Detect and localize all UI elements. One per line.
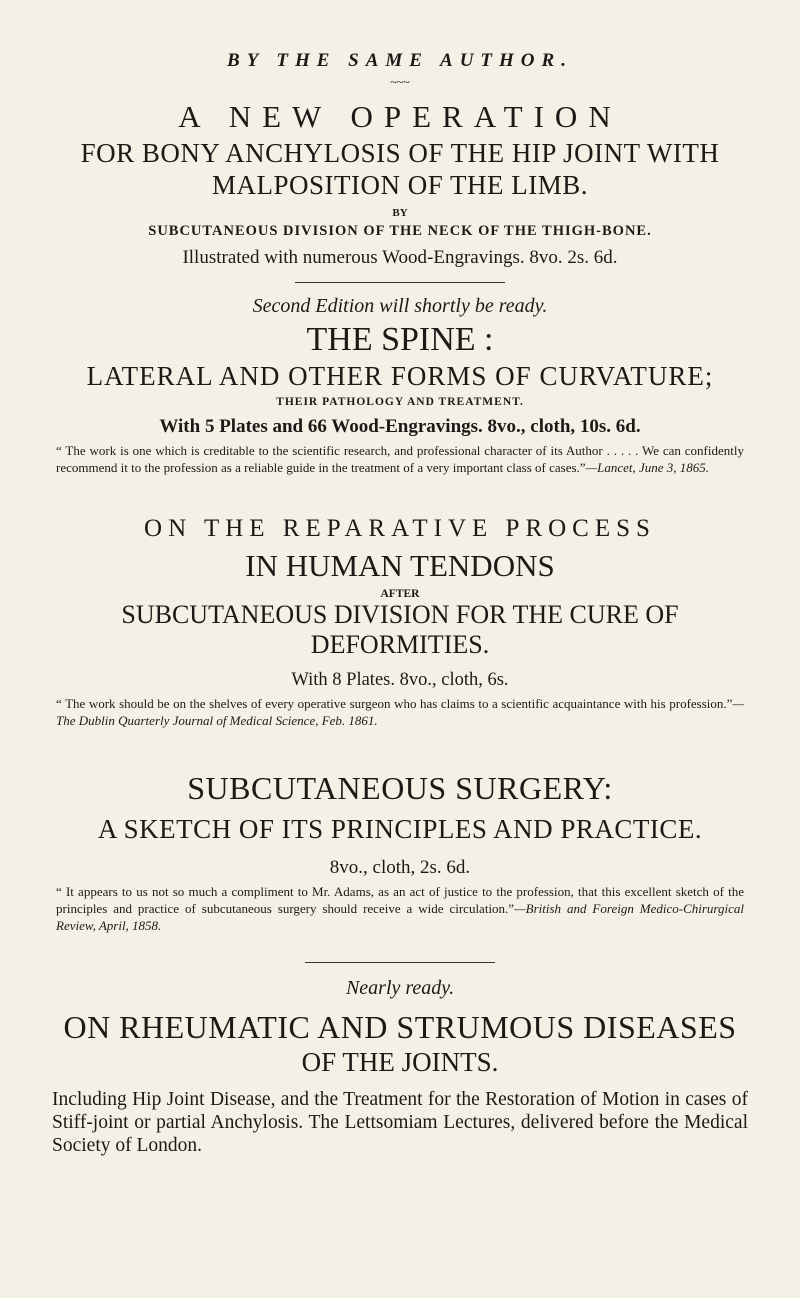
page-header: BY THE SAME AUTHOR. bbox=[227, 50, 573, 71]
book-details: Including Hip Joint Disease, and the Treatment for the Restoration of Motion in cases of Stiff-joint or partial Anchylosis. The Lettsomiam Lectures, delivered before the Medical Society of London. bbox=[52, 1089, 748, 1156]
book-title-cont: IN HUMAN TENDONS bbox=[245, 548, 555, 583]
status-note: Nearly ready. bbox=[345, 977, 455, 999]
book-title-cont: LATERAL AND OTHER FORMS OF CURVATURE; bbox=[86, 361, 714, 391]
book-subtitle: A SKETCH OF ITS PRINCIPLES AND PRACTICE. bbox=[97, 814, 703, 844]
divider bbox=[305, 962, 495, 963]
book-subcutaneous-surgery bbox=[0, 769, 800, 934]
book-title-cont: OF THE JOINTS. bbox=[301, 1047, 499, 1077]
review-quote: “ It appears to us not so much a compliment to Mr. Adams, as an act of justice to the profession, that this excellent sketch of the principles and practice of subcutaneous surgery should receive a wide circulation.”—British and Foreign Medico-Chirurgical Review, April, 1858. bbox=[56, 884, 744, 933]
after-label: AFTER bbox=[380, 588, 420, 600]
book-title: SUBCUTANEOUS SURGERY: bbox=[187, 770, 613, 806]
book-title-cont: FOR BONY ANCHYLOSIS OF THE HIP JOINT WITH MALPOSITION OF THE LIMB. bbox=[80, 138, 720, 200]
by-label: BY bbox=[392, 207, 408, 219]
book-subtitle: THEIR PATHOLOGY AND TREATMENT. bbox=[276, 396, 524, 408]
review-quote: “ The work should be on the shelves of every operative surgeon who has claims to a scientific acquaintance with his profession.”—The Dublin Quarterly Journal of Medical Science, Feb. 1861. bbox=[56, 696, 744, 728]
book-rheumatic-diseases bbox=[0, 962, 800, 1157]
book-title: ON THE REPARATIVE PROCESS bbox=[144, 515, 656, 542]
book-title: ON RHEUMATIC AND STRUMOUS DISEASES bbox=[63, 1009, 737, 1045]
book-details: 8vo., cloth, 2s. 6d. bbox=[329, 857, 471, 878]
book-new-operation bbox=[0, 99, 800, 318]
book-details: With 5 Plates and 66 Wood-Engravings. 8vo., cloth, 10s. 6d. bbox=[159, 416, 641, 437]
book-the-spine bbox=[0, 320, 800, 476]
book-subtitle: SUBCUTANEOUS DIVISION OF THE NECK OF THE THIGH-BONE. bbox=[148, 223, 652, 239]
divider bbox=[295, 282, 505, 283]
review-quote: “ The work is one which is creditable to the scientific research, and professional character of its Author . . . . . We can confidently recommend it to the profession as a reliable guide in the treatment of a very important class of cases.”—Lancet, June 3, 1865. bbox=[56, 443, 744, 475]
edition-note: Second Edition will shortly be ready. bbox=[252, 295, 548, 317]
ornament: ~~~ bbox=[390, 75, 410, 89]
review-source: —The Dublin Quarterly Journal of Medical Science, Feb. 1861. bbox=[56, 696, 744, 728]
review-source: —Lancet, June 3, 1865. bbox=[585, 460, 710, 475]
book-details: With 8 Plates. 8vo., cloth, 6s. bbox=[291, 670, 509, 690]
book-title: THE SPINE : bbox=[306, 321, 494, 358]
book-subtitle: SUBCUTANEOUS DIVISION FOR THE CURE OF DEFORMITIES. bbox=[121, 600, 679, 659]
book-reparative-process bbox=[0, 514, 800, 729]
book-title: A NEW OPERATION bbox=[178, 99, 622, 134]
book-details: Illustrated with numerous Wood-Engravings. 8vo. 2s. 6d. bbox=[182, 247, 618, 268]
review-source: —British and Foreign Medico-Chirurgical Review, April, 1858. bbox=[56, 901, 744, 933]
